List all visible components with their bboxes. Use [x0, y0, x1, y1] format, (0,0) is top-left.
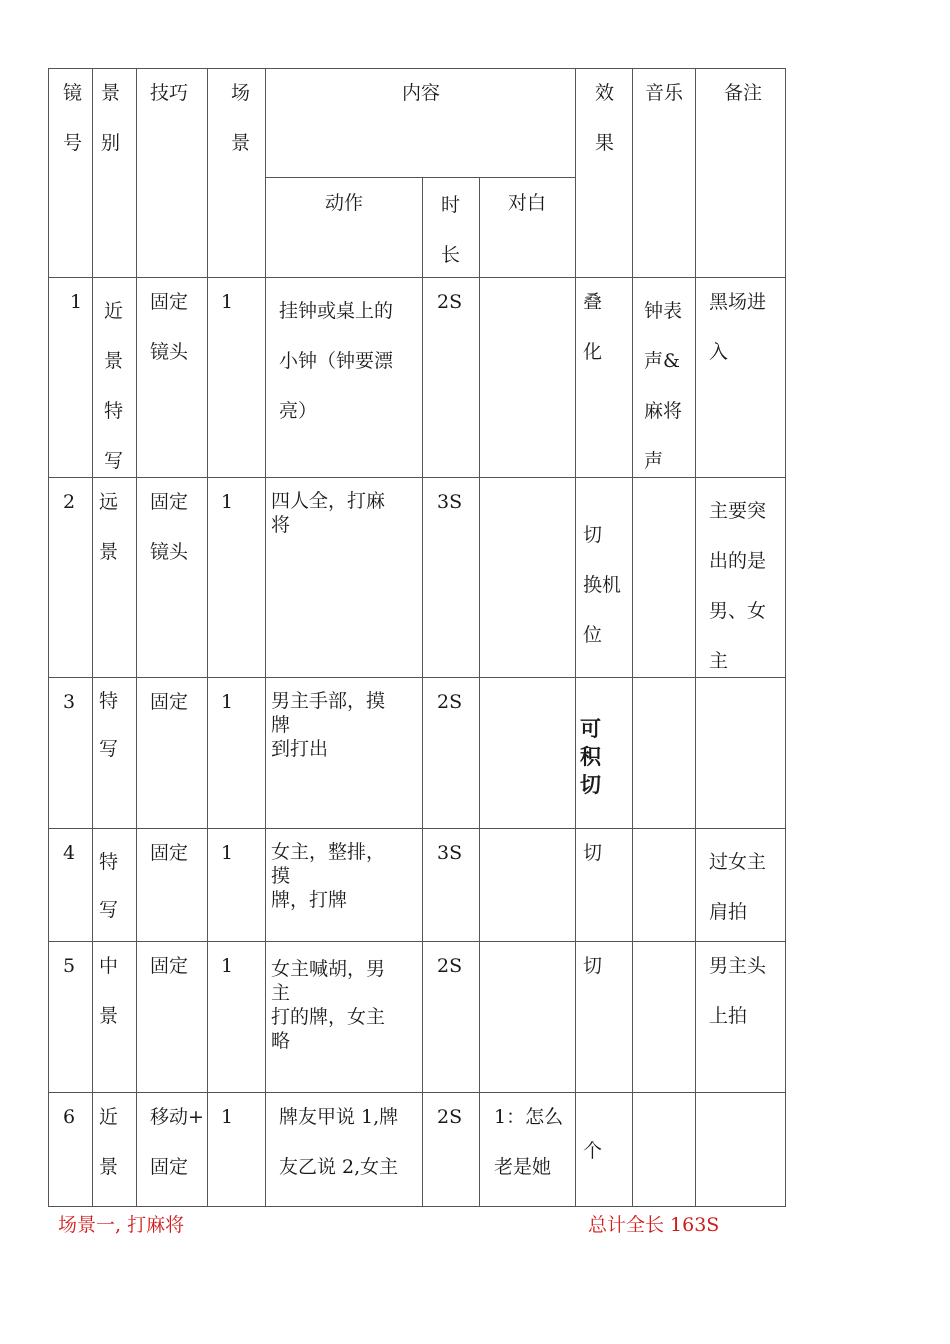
header-technique: 技巧	[150, 82, 189, 104]
col-line-8	[632, 68, 633, 1207]
row2-effect: 切 换机 位	[583, 524, 622, 646]
row5-scene: 1	[221, 955, 234, 977]
col-line-9	[695, 68, 696, 1207]
row3-action: 男主手部，摸 牌 到打出	[271, 690, 386, 760]
header-action: 动作	[325, 192, 364, 214]
row2-notes: 主要突 出的是 男、女 主	[709, 500, 767, 672]
row4-action: 女主，整排， 摸 牌，打牌	[271, 841, 386, 911]
row3-scene: 1	[221, 691, 234, 713]
row3-scale: 特写	[99, 690, 119, 760]
row4-duration: 3S	[437, 842, 463, 864]
row1-effect: 叠化	[583, 291, 603, 363]
row4-scene: 1	[221, 842, 234, 864]
row6-effect: 个	[583, 1140, 603, 1162]
row5-technique: 固定	[150, 955, 189, 977]
row2-no: 2	[63, 491, 76, 513]
footer-total-duration: 总计全长 163S	[588, 1214, 720, 1236]
row2-technique: 固定镜头	[150, 491, 189, 563]
header-duration: 时长	[441, 194, 461, 266]
row4-no: 4	[63, 842, 76, 864]
row1-action: 挂钟或桌上的 小钟（钟要漂 亮）	[279, 300, 394, 422]
row1-duration: 2S	[437, 291, 463, 313]
header-content: 内容	[402, 82, 441, 104]
row4-technique: 固定	[150, 842, 189, 864]
row5-duration: 2S	[437, 955, 463, 977]
row6-action: 牌友甲说 1,牌 友乙说 2,女主	[279, 1106, 399, 1178]
header-shot-number: 镜号	[63, 82, 83, 154]
table-border-right	[785, 68, 786, 1207]
col-line-4	[265, 68, 266, 1207]
row6-scale: 近景	[99, 1106, 119, 1178]
row6-duration: 2S	[437, 1106, 463, 1128]
row1-scale: 近景特写	[104, 300, 124, 472]
row1-notes: 黑场进 入	[709, 291, 767, 363]
col-line-1	[92, 68, 93, 1207]
row3-no: 3	[63, 691, 76, 713]
col-line-6	[479, 177, 480, 1207]
col-line-0	[48, 68, 49, 1207]
header-shot-scale: 景别	[101, 82, 121, 154]
row2-action: 四人全，打麻 将	[271, 490, 386, 536]
row6-scene: 1	[221, 1106, 234, 1128]
header-music: 音乐	[645, 82, 684, 104]
row3-effect: 可 积 切	[580, 717, 601, 797]
row5-notes: 男主头 上拍	[709, 955, 767, 1027]
header-notes: 备注	[724, 82, 763, 104]
row4-scale: 特写	[99, 851, 119, 921]
row6-dialogue: 1：怎么 老是她	[494, 1106, 564, 1178]
col-line-3	[207, 68, 208, 1207]
row2-duration: 3S	[437, 491, 463, 513]
table-border-bottom	[48, 1206, 786, 1207]
col-line-7	[575, 68, 576, 1207]
row1-technique: 固定镜头	[150, 291, 189, 363]
row4-notes: 过女主 肩拍	[709, 851, 767, 923]
row5-effect: 切	[583, 955, 603, 977]
row3-technique: 固定	[150, 691, 189, 713]
row6-no: 6	[63, 1106, 76, 1128]
row5-action: 女主喊胡，男 主 打的牌，女主 略	[271, 958, 386, 1052]
header-effect: 效果	[595, 82, 615, 154]
row1-music: 钟表 声& 麻将 声	[644, 300, 683, 472]
row2-scale: 远景	[99, 491, 119, 563]
row5-no: 5	[63, 955, 76, 977]
row5-scale: 中景	[99, 955, 119, 1027]
footer-scene-title: 场景一, 打麻将	[58, 1214, 185, 1236]
row3-duration: 2S	[437, 691, 463, 713]
row1-scene: 1	[221, 291, 234, 313]
row4-effect: 切	[583, 842, 603, 864]
col-line-5	[422, 177, 423, 1207]
row2-scene: 1	[221, 491, 234, 513]
row1-no: 1	[70, 291, 83, 313]
col-line-2	[136, 68, 137, 1207]
row6-technique: 移动+ 固定	[150, 1106, 204, 1178]
header-scene: 场景	[231, 82, 251, 154]
header-dialogue: 对白	[508, 192, 547, 214]
